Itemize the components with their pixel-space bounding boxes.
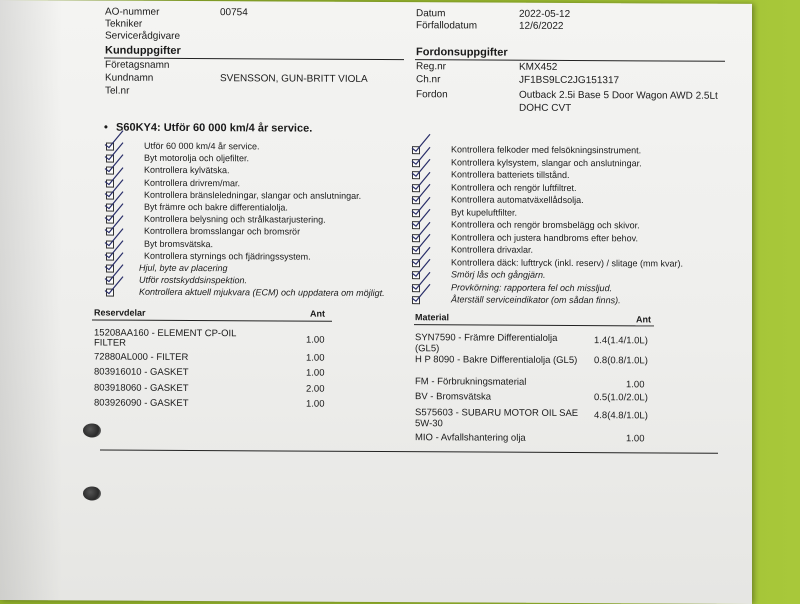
checklist-item-label: Utför 60 000 km/4 år service. — [144, 140, 260, 152]
customer-title: Kunduppgifter — [105, 44, 181, 57]
forfallo-label: Förfallodatum — [416, 20, 478, 32]
material-name: MIO - Avfallshantering olja — [415, 432, 526, 444]
reg-value: KMX452 — [519, 61, 558, 73]
part-name-cont: FILTER — [94, 337, 127, 349]
part-name: 15208AA160 - ELEMENT CP-OIL — [94, 327, 237, 340]
servicerad-label: Servicerådgivare — [105, 30, 181, 42]
forfallo-value: 12/6/2022 — [519, 20, 564, 32]
checklist-item-label: Kontrollera och rengör luftfiltret. — [451, 181, 577, 193]
material-name-cont: (GL5) — [415, 343, 440, 355]
checklist-item-label: Byt bromsvätska. — [144, 238, 214, 249]
handwritten-check-icon — [103, 275, 125, 295]
part-ant: 1.00 — [306, 334, 325, 346]
checklist-item-label: Kontrollera batteriets tillstånd. — [451, 169, 570, 180]
kundnamn-value: SVENSSON, GUN-BRITT VIOLA — [220, 73, 368, 85]
material-ant: 4.8(4.8/1.0L) — [594, 410, 648, 422]
paper-fold-shadow — [0, 0, 62, 600]
bottom-rule — [100, 450, 718, 454]
checklist-item-label: Kontrollera bromsslangar och bromsrör — [144, 226, 301, 237]
part-name: 803918060 - GASKET — [94, 382, 189, 394]
checklist-item-label: Utför rostskyddsinspektion. — [139, 274, 248, 286]
material-ant: 0.8(0.8/1.0L) — [594, 355, 648, 367]
fordon-value-2: DOHC CVT — [519, 102, 572, 114]
checklist-item-label: Kontrollera kylsystem, slangar och anslutningar. — [451, 156, 642, 168]
checklist-item-label: Smörj lås och gångjärn. — [451, 269, 546, 280]
material-ant: 1.00 — [626, 433, 645, 445]
material-rule — [414, 324, 654, 326]
material-ant: 0.5(1.0/2.0L) — [594, 392, 648, 404]
checklist-item-label: Byt motorolja och oljefilter. — [144, 152, 250, 164]
material-name: H P 8090 - Bakre Differentialolja (GL5) — [415, 354, 578, 367]
checklist-item-label: Kontrollera kylvätska. — [144, 165, 230, 176]
checklist-item-label: Kontrollera felkoder med felsökningsinstrument. — [451, 144, 642, 156]
material-header-ant: Ant — [636, 314, 651, 325]
datum-value: 2022-05-12 — [519, 8, 571, 20]
ch-value: JF1BS9LC2JG151317 — [519, 74, 620, 87]
foretag-label: Företagsnamn — [105, 59, 170, 71]
checklist-item-label: Kontrollera och justera handbroms efter behov. — [451, 231, 638, 243]
punch-hole-1 — [83, 423, 101, 437]
vehicle-title: Fordonsuppgifter — [416, 46, 508, 59]
part-ant: 1.00 — [306, 367, 325, 379]
checklist-item-label: Kontrollera däck: lufttryck (inkl. reserv) / slitage (mm kvar). — [451, 256, 684, 269]
punch-hole-2 — [83, 486, 101, 500]
checklist-item-label: Byt kupeluftfilter. — [451, 206, 518, 218]
datum-label: Datum — [416, 8, 446, 20]
checklist-item-label: Kontrollera och rengör bromsbelägg och skivor. — [451, 219, 640, 231]
ao-label: AO-nummer — [105, 6, 160, 18]
checklist-item-label: Kontrollera drivaxlar. — [451, 244, 534, 255]
part-ant: 1.00 — [306, 352, 325, 364]
material-ant: 1.00 — [626, 379, 645, 391]
service-title: S60KY4: Utför 60 000 km/4 år service. — [116, 121, 313, 135]
checklist-item-label: Provkörning: rapportera fel och missljud. — [451, 281, 613, 293]
service-bullet: • — [104, 121, 108, 134]
tel-label: Tel.nr — [105, 85, 130, 97]
checklist-item-label: Kontrollera drivrem/mar. — [144, 177, 241, 188]
fordon-value-1: Outback 2.5i Base 5 Door Wagon AWD 2.5Lt — [519, 89, 718, 102]
part-ant: 2.00 — [306, 383, 325, 395]
handwritten-check-icon — [410, 282, 432, 302]
material-name: FM - Förbrukningsmaterial — [415, 376, 527, 388]
ch-label: Ch.nr — [416, 74, 441, 86]
fordon-label: Fordon — [416, 89, 448, 101]
checklist-item-label: Kontrollera styrnings och fjädringssystem. — [144, 250, 311, 262]
checklist-item-label: Byt främre och bakre differentialolja. — [144, 201, 288, 213]
checklist-item-label: Återställ serviceindikator (om sådan finns). — [451, 294, 621, 306]
checklist-item-label: Kontrollera bränsleledningar, slangar och anslutningar. — [144, 189, 362, 201]
part-name: 803916010 - GASKET — [94, 366, 189, 378]
vehicle-rule — [415, 59, 725, 62]
checklist-item-label: Kontrollera automatväxellådsolja. — [451, 194, 584, 206]
material-name: SYN7590 - Främre Differentialolja — [415, 332, 558, 344]
reg-label: Reg.nr — [416, 61, 447, 73]
kundnamn-label: Kundnamn — [105, 72, 154, 84]
checklist-item-label: Kontrollera aktuell mjukvara (ECM) och uppdatera om möjligt. — [139, 287, 385, 299]
part-name: 72880AL000 - FILTER — [94, 351, 189, 363]
parts-header-label: Reservdelar — [94, 307, 146, 318]
material-name: S575603 - SUBARU MOTOR OIL SAE — [415, 407, 579, 420]
material-header-label: Material — [415, 312, 450, 323]
parts-rule — [92, 319, 332, 321]
tekniker-label: Tekniker — [105, 18, 143, 30]
part-ant: 1.00 — [306, 398, 325, 410]
checklist-item-label: Kontrollera belysning och strålkastarjustering. — [144, 213, 326, 225]
material-name-cont: 5W-30 — [415, 418, 443, 430]
part-name: 803926090 - GASKET — [94, 397, 189, 409]
ao-value: 00754 — [220, 7, 248, 19]
checklist-item-label: Hjul, byte av placering — [139, 262, 228, 274]
material-ant: 1.4(1.4/1.0L) — [594, 335, 648, 347]
parts-header-ant: Ant — [310, 308, 325, 319]
material-name: BV - Bromsvätska — [415, 391, 492, 403]
